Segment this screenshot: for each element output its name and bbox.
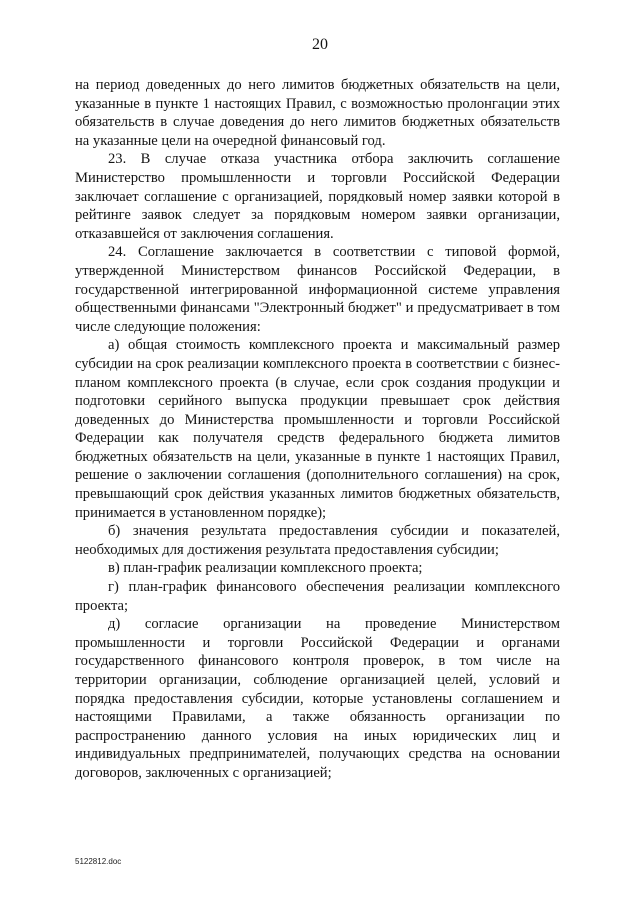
paragraph-24-a: а) общая стоимость комплексного проекта и максимальный размер субсидии на срок реализации комплексного проекта в соответствии с бизнес-планом комплексного проекта (в случае, если срок создания продукции и подготовки серийного выпуска продукции превышает срок действия доведенных до Министерства промышленности и торговли Российской Федерации как получателя средств федерального бюджета лимитов бюджетных обязательств на цели, указанные в пункте 1 настоящих Правил, решение о заключении соглашения (дополнительного соглашения) на срок, превышающий срок действия указанных лимитов бюджетных обязательств, принимается в установленном порядке); (75, 337, 560, 521)
paragraph-24-b: б) значения результата предоставления субсидии и показателей, необходимых для достижения результата предоставления субсидии; (75, 523, 560, 558)
paragraph-continuation: на период доведенных до него лимитов бюджетных обязательств на цели, указанные в пункте 1 настоящих Правил, с возможностью пролонгации этих обязательств в случае доведения до него лимитов бюджетных обязательств на указанные цели на очередной финансовый год. (75, 77, 560, 149)
paragraph-23: 23. В случае отказа участника отбора заключить соглашение Министерство промышленности и торговли Российской Федерации заключает соглашение с организацией, порядковый номер заявки которой в рейтинге заявок следует за порядковым номером заявки организации, отказавшейся от заключения соглашения. (75, 151, 560, 242)
file-name-footer: 5122812.doc (75, 857, 122, 866)
paragraph-24-d: д) согласие организации на проведение Министерством промышленности и торговли Российской Федерации и органами государственного финансового контроля проверок, в том числе на территории организации, соблюдение организацией целей, условий и порядка предоставления субсидии, которые установлены соглашением и настоящими Правилами, а также обязанность организации по распространению данного условия на иных юридических лиц и индивидуальных предпринимателей, получающих средства на основании договоров, заключенных с организацией; (75, 616, 560, 781)
page-number: 20 (312, 36, 328, 53)
paragraph-24-v: в) план-график реализации комплексного проекта; (108, 560, 423, 577)
document-body (75, 76, 560, 783)
paragraph-24-g: г) план-график финансового обеспечения реализации комплексного проекта; (75, 579, 560, 614)
paragraph-24: 24. Соглашение заключается в соответствии с типовой формой, утвержденной Министерством финансов Российской Федерации, в государственной интегрированной информационной системе управления общественными финансами "Электронный бюджет" и предусматривает в том числе следующие положения: (75, 244, 560, 335)
